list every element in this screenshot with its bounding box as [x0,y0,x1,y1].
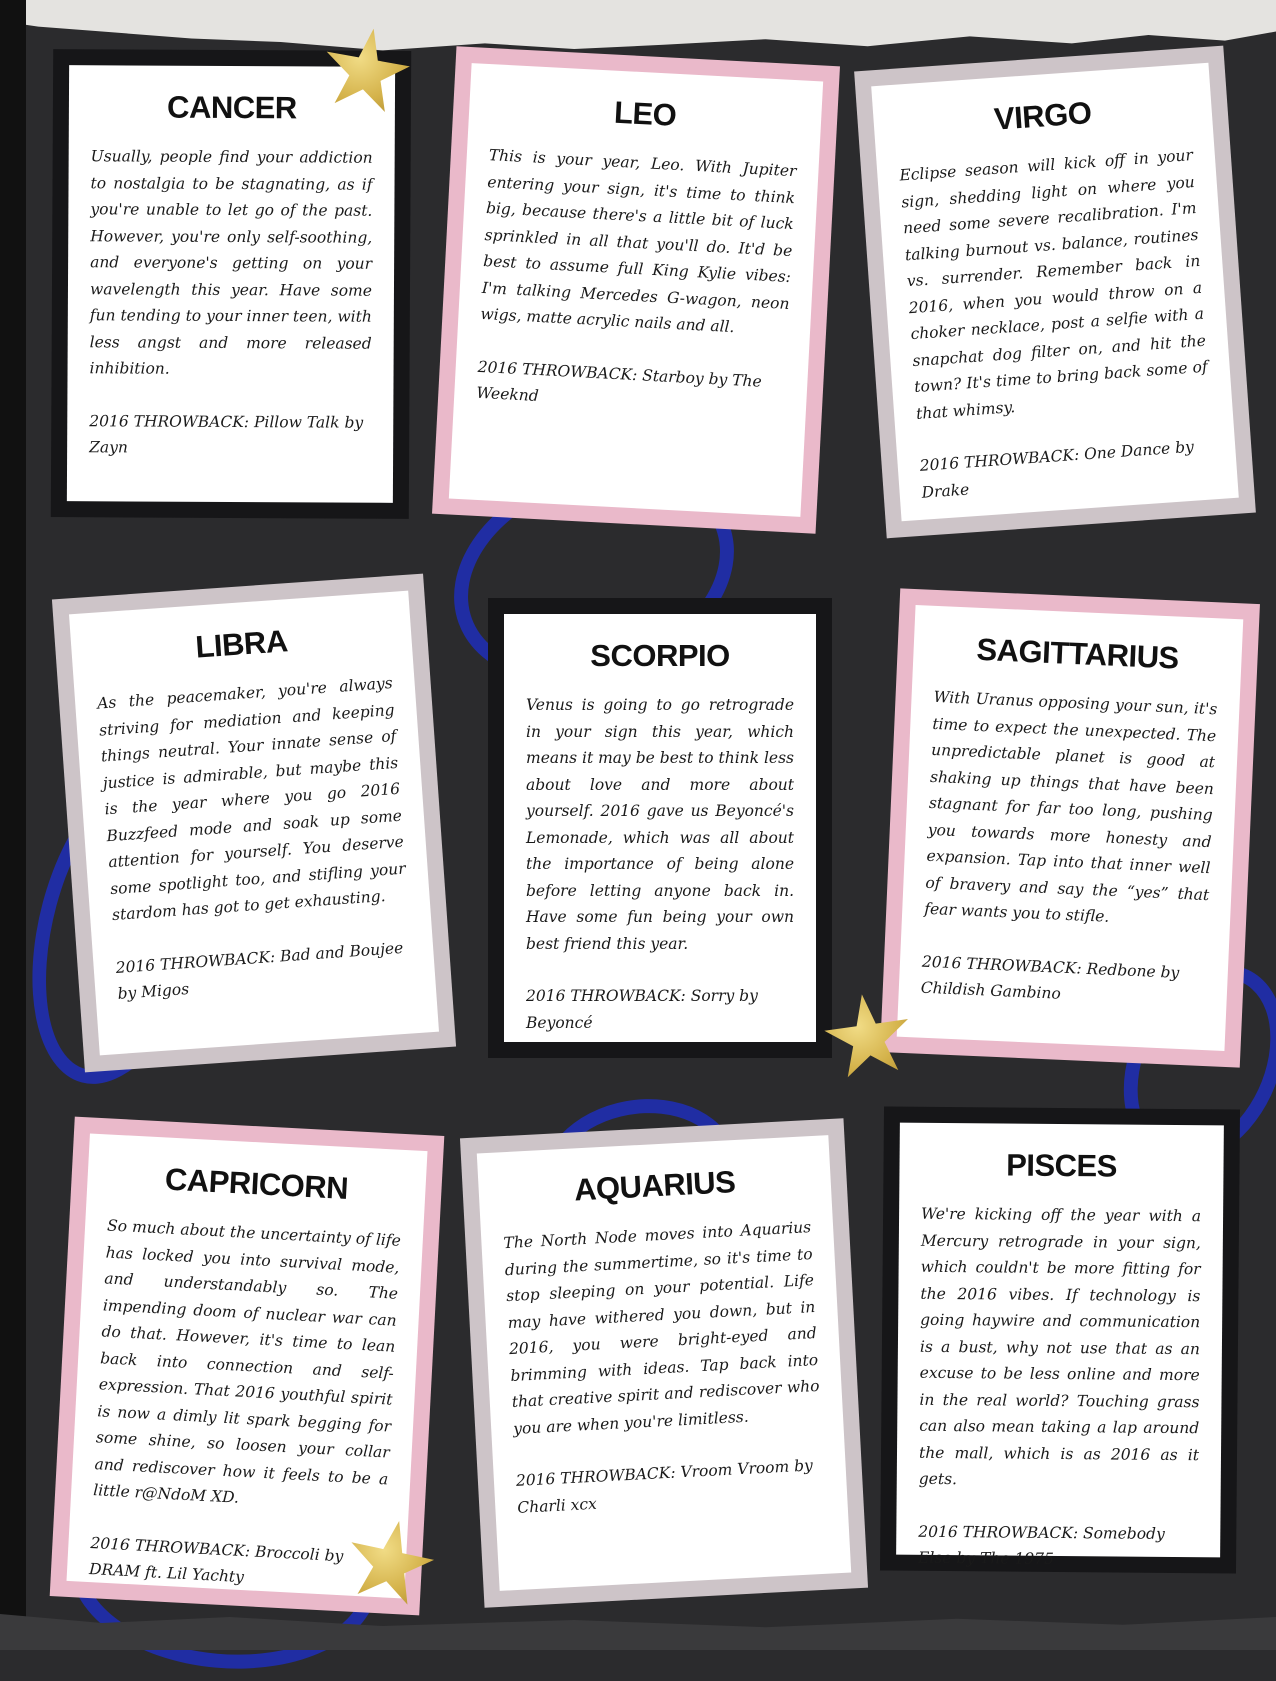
card-capricorn [50,1117,445,1616]
throwback-text: 2016 THROWBACK: Broccoli by DRAM ft. Lil Yachty [88,1533,344,1587]
card-leo [432,46,840,533]
sign-title: CANCER [167,89,297,126]
sign-title: PISCES [1006,1147,1118,1184]
horoscope-text: As the peacemaker, you're always striving for mediation and keeping things neutral. Your innate sense of justice is admirable, but maybe this is the year where you go 2016 Buzzfeed mode and soak up some attention for yourself. You deserve some spotlight too, and stifling your stardom has got to get exhausting. [96,674,407,925]
card-aquarius [460,1118,868,1607]
sign-title: SAGITTARIUS [975,631,1180,676]
horoscope-text: Eclipse season will kick off in your sign, shedding light on where you need some severe recalibration. I'm talking burnout vs. balance, routines vs. surrender. Remember back in 2016, when you would throw on a choker necklace, post a selfie with a snapchat dog filter on, and hit the town? It's time to bring back some of that whimsy. [898,146,1209,423]
horoscope-text: We're kicking off the year with a Mercury retrograde in your sign, which couldn't be more fitting for the 2016 vibes. If technology is going haywire and communication is a bust, why not use that as an excuse to be less online and more in the real world? Touching grass can also mean taking a lap around the mall, which is as 2016 as it gets. [918,1204,1202,1489]
sign-title: AQUARIUS [573,1164,737,1208]
sign-title: CAPRICORN [164,1161,349,1207]
throwback-text: 2016 THROWBACK: Starboy by The Weeknd [475,357,763,406]
card-sagittarius [880,588,1260,1067]
throwback-text: 2016 THROWBACK: Somebody Else by The 1975 [918,1522,1165,1568]
sign-title: VIRGO [992,95,1093,137]
throwback-text: 2016 THROWBACK: Bad and Boujee by Migos [115,938,404,1003]
throwback-text: 2016 THROWBACK: One Dance by Drake [919,437,1195,502]
sign-title: SCORPIO [590,638,730,673]
throwback-text: 2016 THROWBACK: Vroom Vroom by Charli xcx [515,1456,814,1517]
card-cancer [51,49,411,519]
horoscope-text: With Uranus opposing your sun, it's time to expect the unexpected. The unpredictable planet is good at shaking up things that have been stagnant for far too long, pushing you towards more honesty and expansion. Tap into that inner well of bravery and say the “yes” that fear wants you to stifle. [923,687,1218,926]
horoscope-text: Venus is going to go retrograde in your sign this year, which means it may be best to think less about love and more about yourself. 2016 gave us Beyoncé's Lemonade, which was all about the importance of being alone before letting anyone back in. Have some fun being your own best friend this year. [526,696,794,953]
left-edge-strip [0,0,26,1650]
horoscope-text: This is your year, Leo. With Jupiter entering your sign, it's time to think big, because there's a little bit of luck sprinkled in all that you'll do. It'd be best to assume full King Kylie vibes: I'm talking Mercedes G-wagon, neon wigs, matte acrylic nails and all. [480,146,797,337]
card-libra [52,574,456,1073]
sign-title: LIBRA [194,623,289,665]
card-virgo [854,46,1256,539]
sign-title: LEO [613,94,678,133]
horoscope-text: The North Node moves into Aquarius during the summertime, so it's time to stop sleeping on your potential. Life may have withered you down, but in 2016, you were bright-eyed and brimming with ideas. Tap back into that creative spirit and rediscover who you are when you're limitless. [503,1218,820,1438]
horoscope-text: Usually, people find your addiction to nostalgia to be stagnating, as if you're unable to let go of the past. However, you're only self-soothing, and everyone's getting on your wavelength this year. Have some fun tending to your inner teen, with less angst and more released inhibition. [89,147,373,378]
throwback-text: 2016 THROWBACK: Pillow Talk by Zayn [89,411,364,457]
card-scorpio [488,598,832,1058]
card-pisces [880,1106,1240,1573]
horoscope-text: So much about the uncertainty of life has locked you into survival mode, and understandably so. The impending doom of nuclear war can do that. However, it's time to lean back into connection and self-expression. That 2016 youthful spirit is now a dimly lit spark begging for some shine, so loosen your collar and rediscover how it feels to be a little r@NdoM XD. [92,1216,402,1507]
throwback-text: 2016 THROWBACK: Sorry by Beyoncé [526,987,758,1032]
throwback-text: 2016 THROWBACK: Redbone by Childish Gambino [920,952,1180,1003]
